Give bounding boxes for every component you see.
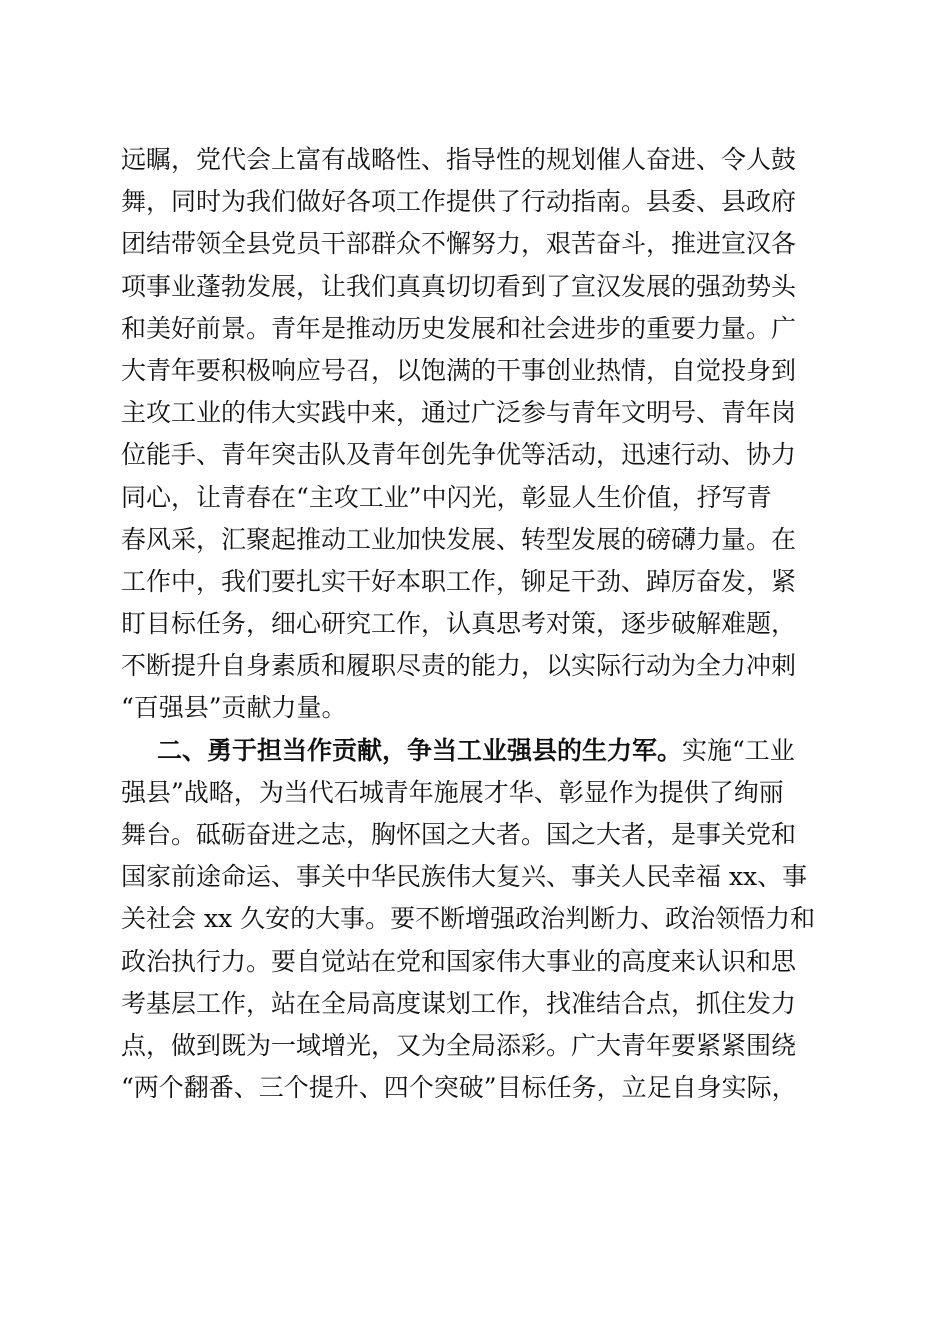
text-line: 考基层工作，站在全局高度谋划工作，找准结合点，抓住发力 xyxy=(121,988,797,1018)
text-line: 春风采，汇聚起推动工业加快发展、转型发展的磅礴力量。在 xyxy=(121,524,797,554)
text-line: “两个翻番、三个提升、四个突破”目标任务，立足自身实际， xyxy=(121,1073,797,1103)
text-line: 远瞩，党代会上富有战略性、指导性的规划催人奋进、令人鼓 xyxy=(121,145,797,174)
section-2-heading: 二、勇于担当作贡献，争当工业强县的生力军。 xyxy=(157,735,683,765)
text-line: 点，做到既为一域增光，又为全局添彩。广大青年要紧紧围绕 xyxy=(121,1030,797,1060)
text-line: “百强县”贡献力量。 xyxy=(121,693,347,723)
section-2-first-line xyxy=(121,730,831,772)
body-text xyxy=(121,139,831,1109)
text-line: 和美好前景。青年是推动历史发展和社会进步的重要力量。广 xyxy=(121,313,797,343)
text-line: 盯目标任务，细心研究工作，认真思考对策，逐步破解难题， xyxy=(121,609,797,639)
text-line: 工作中，我们要扎实干好本职工作，铆足干劲、踔厉奋发，紧 xyxy=(121,566,797,596)
text-line: 团结带领全县党员干部群众不懈努力，艰苦奋斗，推进宣汉各 xyxy=(121,229,797,259)
text-line: 舞台。砥砺奋进之志，胸怀国之大者。国之大者，是事关党和 xyxy=(121,820,797,849)
text-line: 政治执行力。要自觉站在党和国家伟大事业的高度来认识和思 xyxy=(121,946,797,976)
section-2-intro-text: 实施“工业 xyxy=(682,735,795,765)
text-line: 不断提升自身素质和履职尽责的能力，以实际行动为全力冲刺 xyxy=(121,651,797,681)
text-line: 项事业蓬勃发展，让我们真真切切看到了宣汉发展的强劲势头 xyxy=(121,271,797,301)
text-line: 同心，让青春在“主攻工业”中闪光，彰显人生价值，抒写青 xyxy=(121,482,772,512)
text-line: 关社会 xx 久安的大事。要不断增强政治判断力、政治领悟力和 xyxy=(121,904,816,934)
text-line: 大青年要积极响应号召，以饱满的干事创业热情，自觉投身到 xyxy=(121,355,797,385)
text-line: 强县”战略，为当代石城青年施展才华、彰显作为提供了绚丽 xyxy=(121,777,784,807)
text-line: 主攻工业的伟大实践中来，通过广泛参与青年文明号、青年岗 xyxy=(121,398,797,428)
text-line: 国家前途命运、事关中华民族伟大复兴、事关人民幸福 xx、事 xyxy=(121,862,808,892)
text-line: 舞，同时为我们做好各项工作提供了行动指南。县委、县政府 xyxy=(121,187,797,217)
text-line: 位能手、青年突击队及青年创先争优等活动，迅速行动、协力 xyxy=(121,440,797,470)
